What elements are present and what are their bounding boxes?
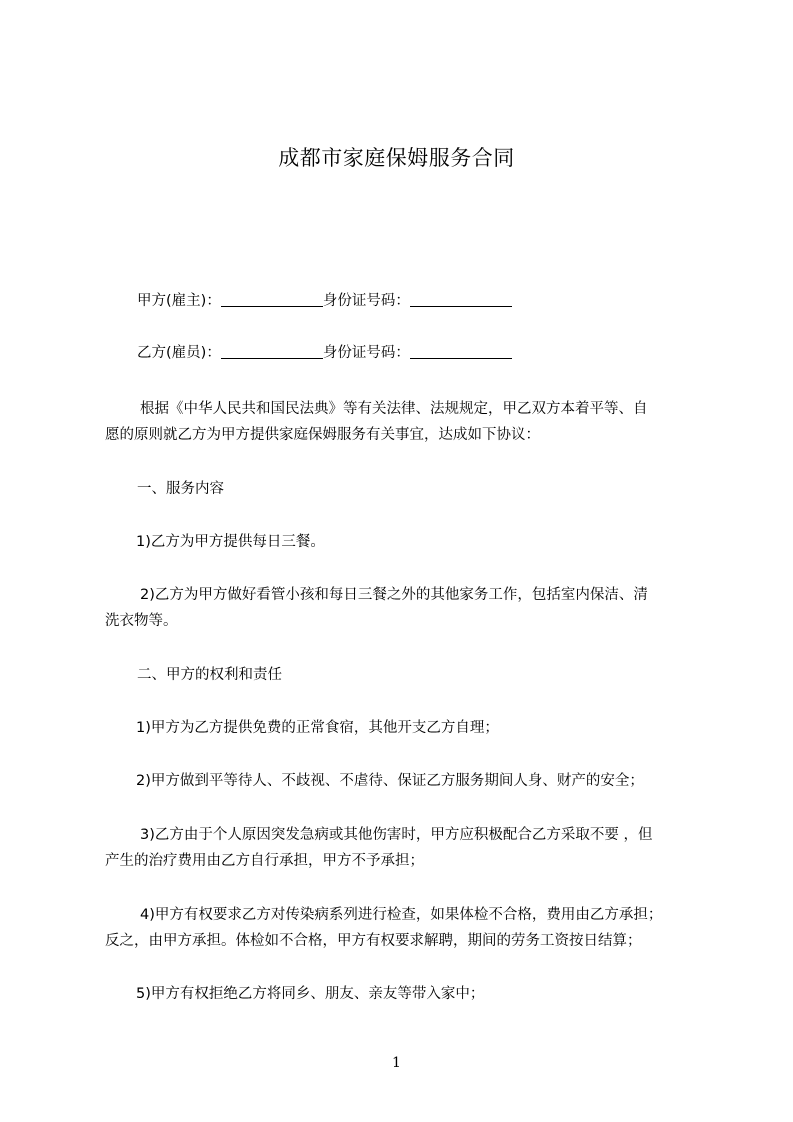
section-2-heading: 二、甲方的权利和责任 — [137, 667, 282, 683]
section-2-item-5: 5)甲方有权拒绝乙方将同乡、朋友、亲友等带入家中； — [136, 986, 485, 1002]
party-b-row — [137, 343, 512, 363]
section-2-item-3-line-2: 产生的治疗费用由乙方自行承担，甲方不予承担； — [105, 853, 424, 869]
party-b-id-label: 身份证号码： — [322, 345, 410, 361]
page-number: 1 — [392, 1055, 401, 1071]
party-a-name-blank — [221, 292, 323, 307]
section-1-item-1: 1)乙方为甲方提供每日三餐。 — [136, 534, 325, 550]
section-2-item-4-line-1: 4)甲方有权要求乙方对传染病系列进行检查，如果体检不合格，费用由乙方承担； — [140, 907, 663, 923]
section-1-item-2-line-2: 洗衣物等。 — [105, 613, 178, 629]
intro-line-1: 根据《中华人民共和国民法典》等有关法律、法规规定，甲乙双方本着平等、自 — [140, 401, 648, 417]
section-2-item-3-line-1: 3)乙方由于个人原因突发急病或其他伤害时，甲方应积极配合乙方采取不要 ，但 — [140, 827, 653, 843]
party-a-row — [137, 291, 512, 311]
party-b-name-blank — [221, 344, 323, 359]
party-a-id-blank — [410, 292, 512, 307]
section-1-item-2-line-1: 2)乙方为甲方做好看管小孩和每日三餐之外的其他家务工作，包括室内保洁、清 — [140, 587, 648, 603]
section-2-item-2: 2)甲方做到平等待人、不歧视、不虐待、保证乙方服务期间人身、财产的安全； — [136, 773, 644, 789]
intro-line-2: 愿的原则就乙方为甲方提供家庭保姆服务有关事宜，达成如下协议： — [105, 427, 540, 443]
document-title: 成都市家庭保姆服务合同 — [278, 146, 515, 170]
section-2-item-4-line-2: 反之，由甲方承担。体检如不合格，甲方有权要求解聘，期间的劳务工资按日结算； — [105, 933, 642, 949]
party-b-label: 乙方(雇员)： — [137, 345, 221, 361]
party-b-id-blank — [410, 344, 512, 359]
party-a-id-label: 身份证号码： — [322, 293, 410, 309]
section-1-heading: 一、服务内容 — [137, 481, 224, 497]
section-2-item-1: 1)甲方为乙方提供免费的正常食宿，其他开支乙方自理； — [136, 720, 499, 736]
party-a-label: 甲方(雇主)： — [137, 293, 221, 309]
